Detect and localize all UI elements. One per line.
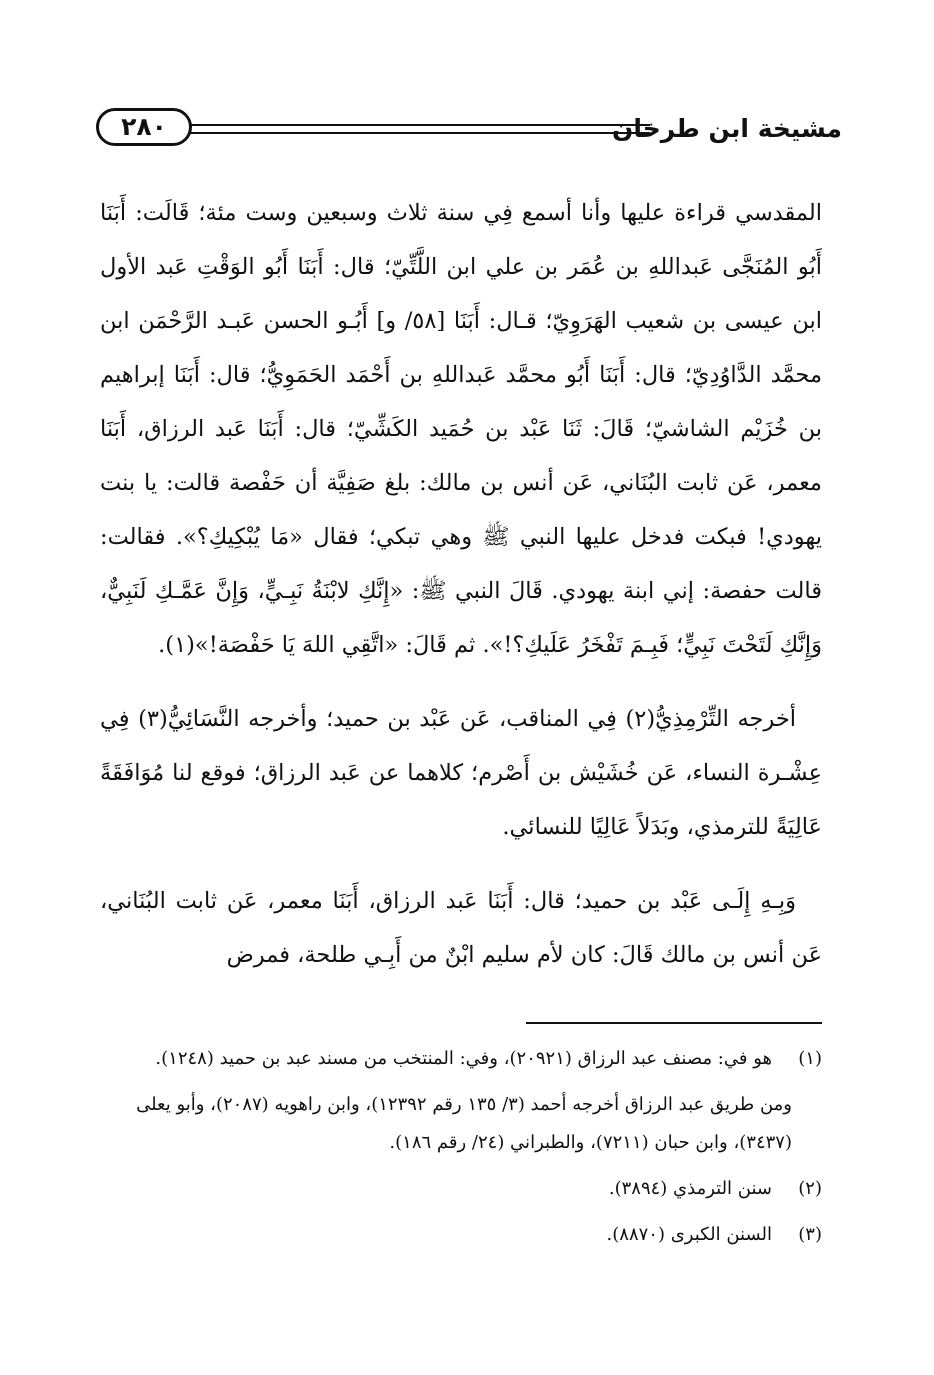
footnote-text: هو في: مصنف عبد الرزاق (٢٠٩٢١)، وفي: المنتخب من مسند عبد بن حميد (١٢٤٨). xyxy=(155,1048,772,1069)
footnote-text: ومن طريق عبد الرزاق أخرجه أحمد (٣/ ١٣٥ رقم ١٢٣٩٢)، وابن راهويه (٢٠٨٧)، وأبو يعلى (٣٤٣٧)، وابن حبان (٧٢١١)، والطبراني (٢٤/ رقم ١٨٦). xyxy=(136,1094,792,1153)
footnote xyxy=(100,1170,822,1208)
main-text xyxy=(100,186,822,982)
footnote-text: سنن الترمذي (٣٨٩٤). xyxy=(608,1178,772,1199)
book-title: مشيخة ابن طرخان xyxy=(611,114,842,143)
footnote-number: (١) xyxy=(798,1048,822,1069)
footnote xyxy=(100,1040,822,1078)
paragraph: المقدسي قراءة عليها وأنا أسمع فِي سنة ثلاث وسبعين وست مئة؛ قَالَت: أَبَنَا أَبُو المُنَجَّى عَبداللهِ بن عُمَر بن علي ابن اللَّتِّيّ؛ قال: أَبَنَا أَبُو الوَقْتِ عَبد الأول ابن عيسى بن شعيب الهَرَوِيّ؛ قـال: أَبَنَا [٥٨/ و] أَبُـو الحسن عَبـد الرَّحْمَن ابن محمَّد الدَّاوُدِيّ؛ قال: أَبَنَا أَبُو محمَّد عَبداللهِ بن أَحْمَد الحَمَوِيُّ؛ قال: أَبَنَا إبراهيم بن خُزَيْم الشاشيّ؛ قَالَ: ثَنَا عَبْد بن حُمَيد الكَشِّيّ؛ قال: أَبَنَا عَبد الرزاق، أَبَنَا معمر، عَن ثابت البُنَاني، عَن أنس بن مالك: بلغ صَفِيَّة أن حَفْصة قالت: يا بنت يهودي! فبكت فدخل عليها النبي ﷺ وهي تبكي؛ فقال «مَا يُبْكِيكِ؟». فقالت: قالت حفصة: إني ابنة يهودي. قَالَ النبي ﷺ: «إِنَّكِ لابْنَةُ نَبِـيٍّ، وَإِنَّ عَمَّـكِ لَنَبِيٌّ، وَإِنَّكِ لَتَحْتَ نَبِيٍّ؛ فَبِـمَ تَفْخَرُ عَلَيكِ؟!». ثم قَالَ: «اتَّقِي اللهَ يَا حَفْصَة!»(١). xyxy=(100,200,822,658)
page-number: ٢٨٠ xyxy=(96,108,192,146)
paragraph: أخرجه التِّرْمِذِيُّ(٢) فِي المناقب، عَن عَبْد بن حميد؛ وأخرجه النَّسَائِيُّ(٣) فِي عِشْـرة النساء، عَن خُشَيْش بن أَصْرم؛ كلاهما عن عَبد الرزاق؛ فوقع لنا مُوَافَقَةً عَالِيَةً للترمذي، وبَدَلاً عَالِيًا للنسائي. xyxy=(100,706,822,840)
header-rule xyxy=(190,124,650,134)
page-header xyxy=(96,108,842,152)
footnote-separator xyxy=(526,1022,822,1024)
footnotes xyxy=(100,1040,822,1254)
footnote xyxy=(100,1216,822,1254)
footnote-number: (٢) xyxy=(798,1178,822,1199)
footnote-continuation xyxy=(100,1086,822,1162)
footnote-text: السنن الكبرى (٨٨٧٠). xyxy=(606,1224,772,1245)
paragraph: وَبِـهِ إِلَـى عَبْد بن حميد؛ قال: أَبَنَا عَبد الرزاق، أَبَنَا معمر، عَن ثابت البُنَاني، عَن أنس بن مالك قَالَ: كان لأم سليم ابْنٌ من أَبِـي طلحة، فمرض xyxy=(100,888,822,968)
footnote-number: (٣) xyxy=(798,1224,822,1245)
